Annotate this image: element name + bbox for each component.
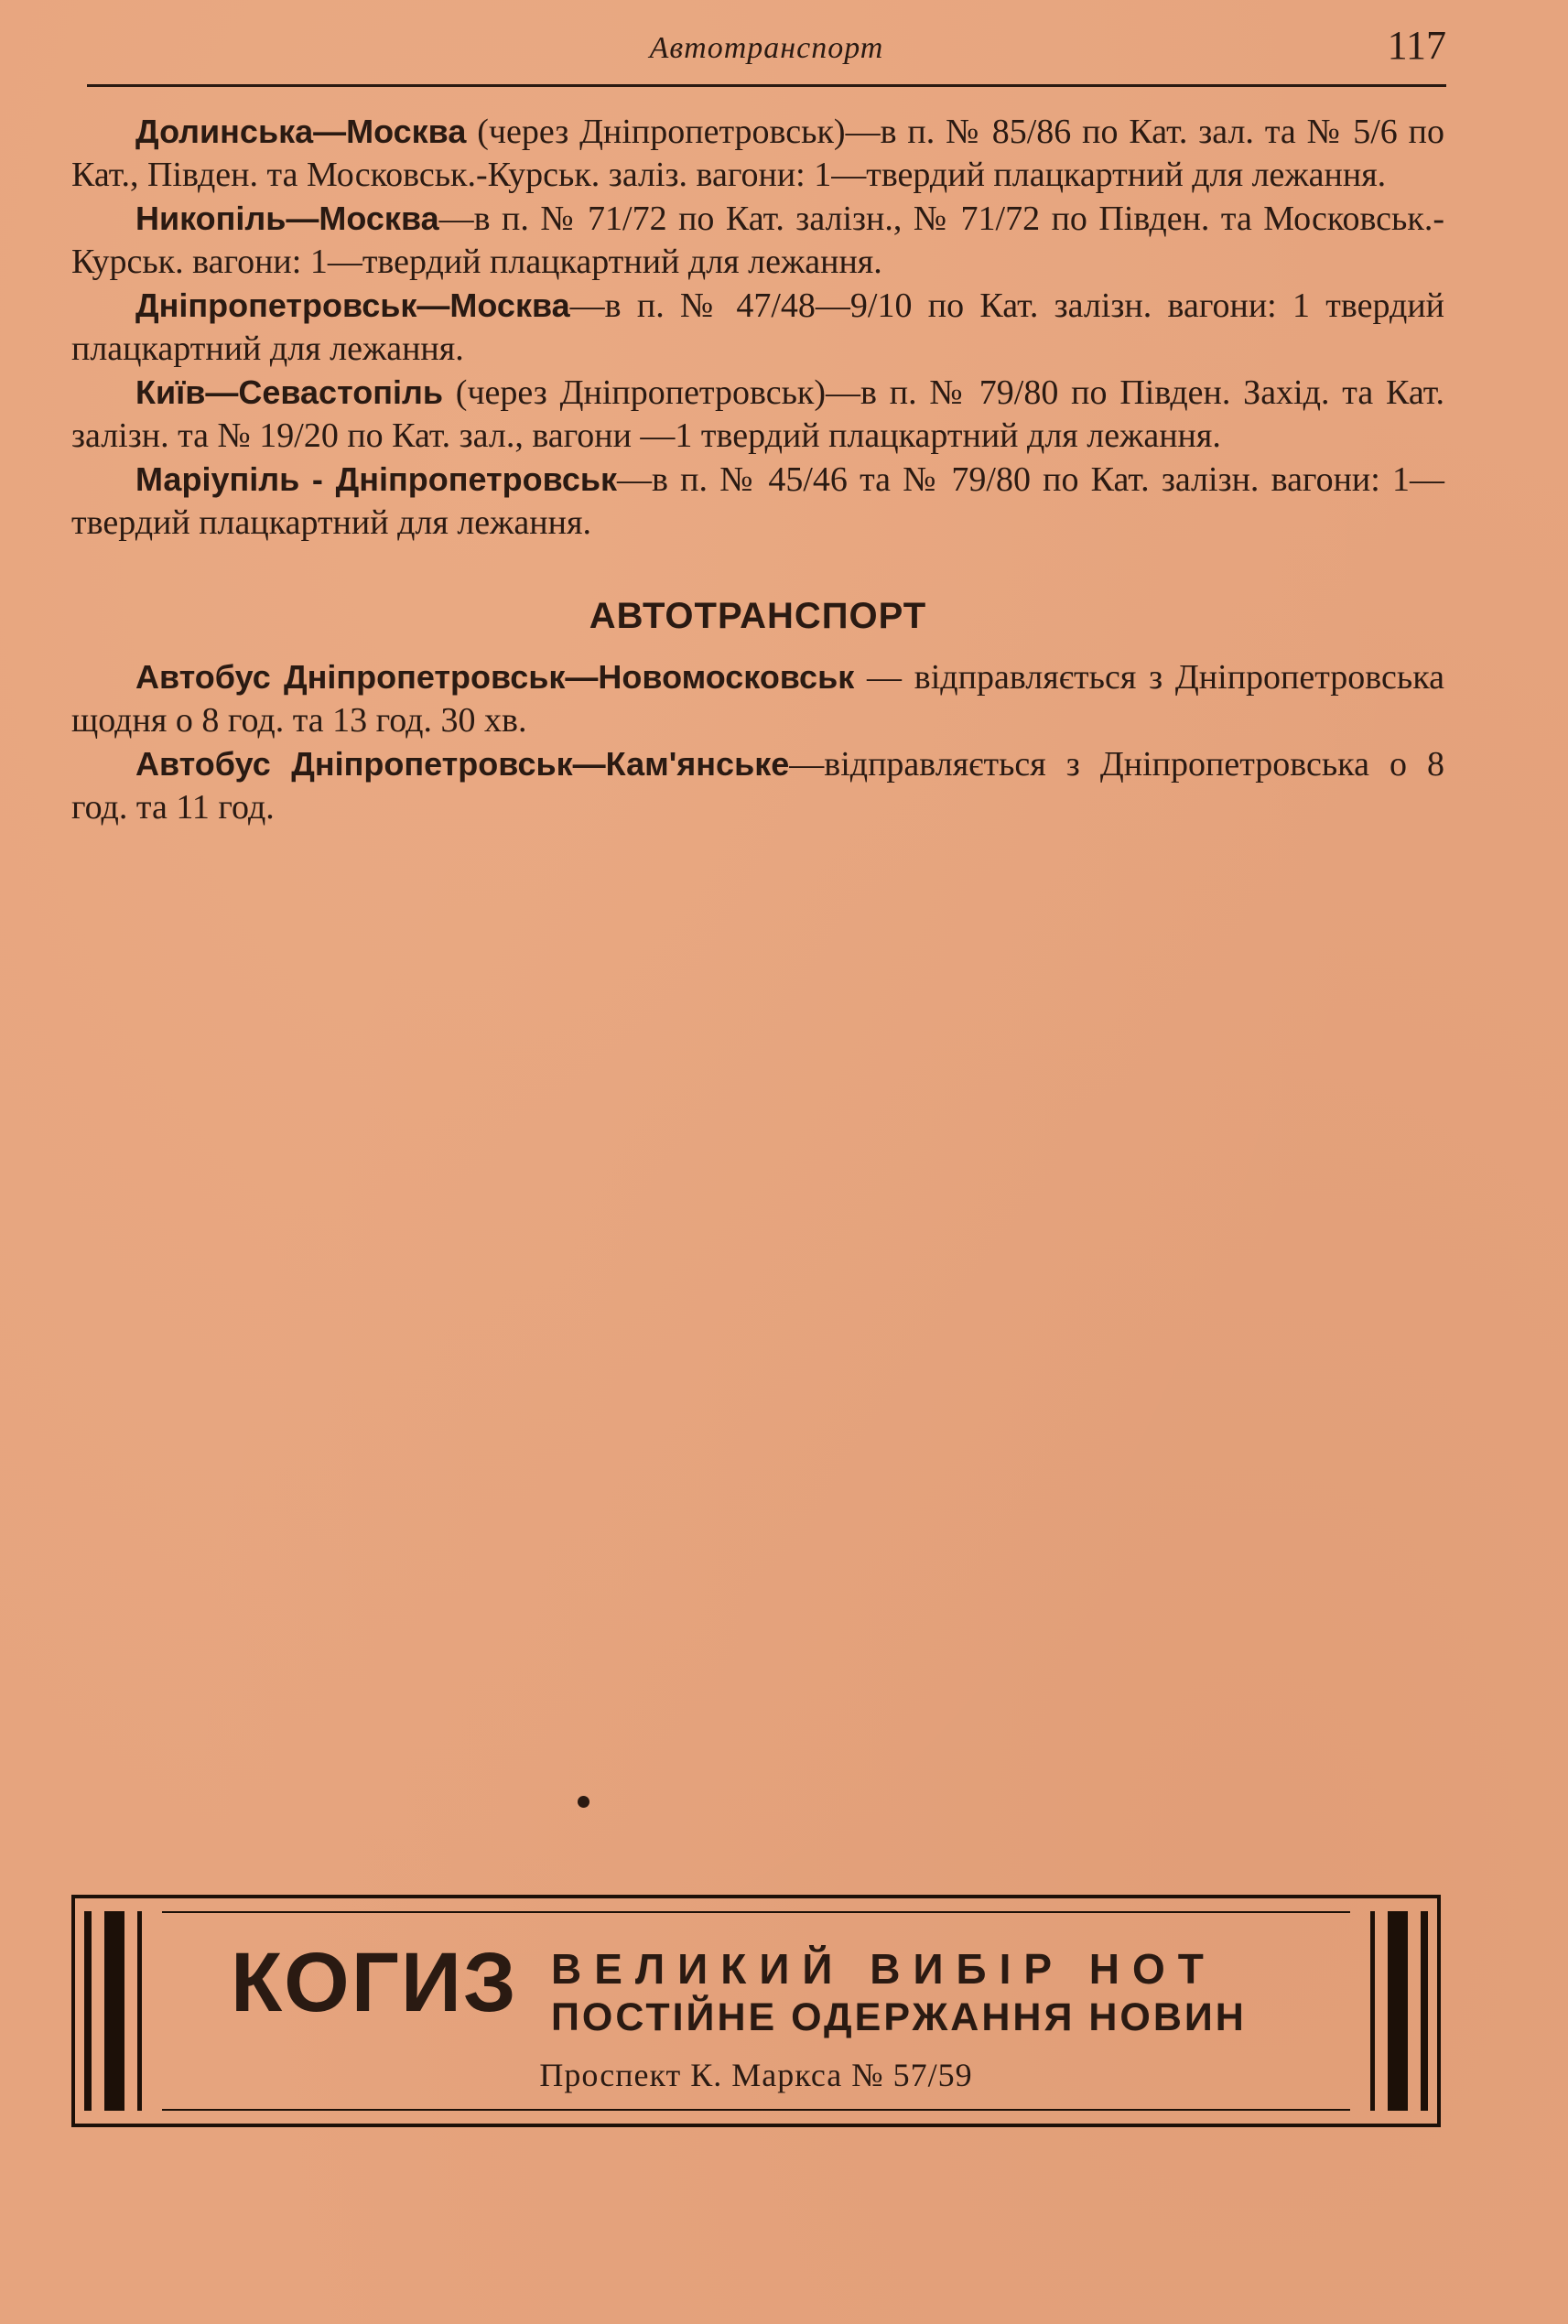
bus-details: — відправляється з Дніпропетровська щодня о 8 год. та 13 год. 30 хв. <box>71 658 1444 740</box>
bus-entry <box>71 742 1444 829</box>
body-text <box>71 110 1444 829</box>
section-heading: АВТОТРАНСПОРТ <box>589 596 927 636</box>
route-details: —в п. № 47/48—9/10 по Кат. залізн. вагони: 1 твердий плацкартний для лежання. <box>71 286 1444 368</box>
running-title: Автотранспорт <box>649 31 884 65</box>
railway-entry <box>71 458 1444 545</box>
railway-entry <box>71 110 1444 197</box>
advert-line-2: ПОСТІЙНЕ ОДЕРЖАННЯ НОВИН <box>551 1995 1247 2039</box>
advert-top-rule <box>162 1911 1350 1913</box>
bus-entry <box>71 655 1444 742</box>
railway-entry <box>71 197 1444 284</box>
ink-dot <box>578 1796 589 1808</box>
railway-entry <box>71 371 1444 458</box>
route-name: Долинська—Москва <box>135 113 467 150</box>
route-details: (через Дніпропетровськ)—в п. № 85/86 по Кат. зал. та № 5/6 по Кат., Півден. та Московськ.-Курськ. заліз. вагони: 1—твердий плацкартний для лежання. <box>71 113 1444 194</box>
advert-line-1: ВЕЛИКИЙ ВИБІР НОТ <box>551 1945 1217 1993</box>
route-details: —в п. № 71/72 по Кат. залізн., № 71/72 по Півден. та Московськ.-Курськ. вагони: 1—твердий плацкартний для лежання. <box>71 200 1444 281</box>
running-head <box>87 20 1446 75</box>
bus-route-name: Автобус Дніпропетровськ—Новомосковськ <box>135 658 855 696</box>
header-rule <box>87 84 1446 87</box>
route-details: (через Дніпропетровськ)—в п. № 79/80 по Півден. Захід. та Кат. залізн. та № 19/20 по Кат. зал., вагони —1 твердий плацкартний для лежання. <box>71 373 1444 455</box>
advert-address: Проспект К. Маркса № 57/59 <box>539 2057 973 2093</box>
route-name: Дніпропетровськ—Москва <box>135 286 570 324</box>
route-details: —в п. № 45/46 та № 79/80 по Кат. залізн. вагони: 1—твердий плацкартний для лежання. <box>71 460 1444 542</box>
advert-box <box>71 1895 1441 2127</box>
advert-brand: КОГИЗ <box>231 1936 518 2029</box>
route-name: Маріупіль - Дніпропетровськ <box>135 460 618 498</box>
bus-details: —відправляється з Дніпропетровська о 8 год. та 11 год. <box>71 745 1444 827</box>
route-name: Никопіль—Москва <box>135 200 439 237</box>
bus-route-name: Автобус Дніпропетровськ—Кам'янське <box>135 745 790 783</box>
railway-entry <box>71 284 1444 371</box>
page-number: 117 <box>1387 23 1446 68</box>
route-name: Київ—Севастопіль <box>135 373 443 411</box>
advert-bottom-rule <box>162 2109 1350 2111</box>
